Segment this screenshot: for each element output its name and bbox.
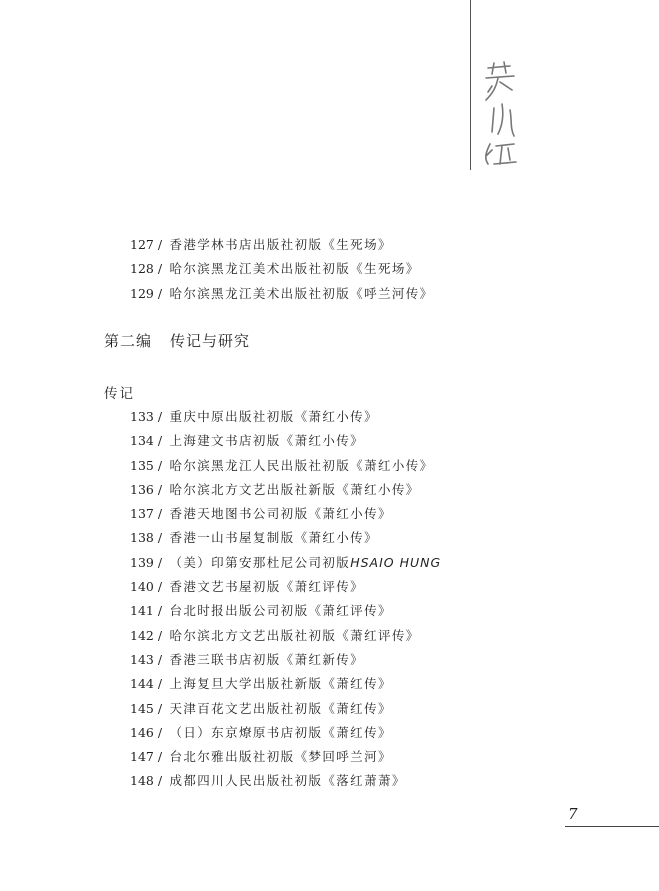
entry-separator: /	[157, 457, 164, 473]
entry-caption: 上海复旦大学出版社新版《萧红传》	[169, 676, 392, 692]
section-title: 传记与研究	[170, 332, 251, 350]
entry-separator: /	[157, 627, 164, 643]
list-item	[130, 233, 434, 257]
entry-page-number: 146	[130, 724, 154, 740]
list-item	[130, 575, 441, 599]
entry-list-part-one	[130, 233, 434, 306]
list-item	[130, 257, 434, 281]
section-part-label: 第二编	[104, 332, 153, 350]
entry-caption: 哈尔滨北方文艺出版社新版《萧红小传》	[169, 481, 420, 497]
list-item	[130, 599, 441, 623]
entry-separator: /	[157, 651, 164, 667]
entry-caption: 香港三联书店初版《萧红新传》	[169, 651, 365, 667]
entry-latin-title: HSAIO HUNG	[350, 554, 442, 570]
entry-separator: /	[157, 579, 164, 595]
list-item	[130, 745, 441, 769]
entry-list-biography	[130, 405, 441, 794]
entry-separator: /	[157, 554, 164, 570]
entry-caption: 上海建文书店初版《萧红小传》	[169, 433, 365, 449]
entry-page-number: 141	[130, 603, 154, 619]
entry-caption: 哈尔滨黑龙江美术出版社初版《呼兰河传》	[169, 285, 434, 301]
section-heading	[104, 330, 250, 351]
entry-page-number: 147	[130, 749, 154, 765]
list-item	[130, 624, 441, 648]
entry-separator: /	[157, 676, 164, 692]
entry-page-number: 129	[130, 285, 154, 301]
list-item	[130, 405, 441, 429]
entry-page-number: 140	[130, 579, 154, 595]
list-item	[130, 454, 441, 478]
entry-caption: 台北时报出版公司初版《萧红评传》	[169, 603, 392, 619]
entry-caption: 香港文艺书屋初版《萧红评传》	[169, 579, 365, 595]
entry-caption: （美）印第安那杜尼公司初版	[169, 554, 351, 570]
subheading-biography: 传记	[104, 386, 135, 402]
entry-page-number: 143	[130, 651, 154, 667]
calligraphy-logo	[480, 60, 520, 170]
list-item	[130, 502, 441, 526]
footer-rule	[565, 826, 659, 827]
entry-separator: /	[157, 773, 164, 789]
list-item	[130, 648, 441, 672]
entry-page-number: 133	[130, 409, 154, 424]
entry-page-number: 139	[130, 554, 154, 570]
entry-caption: 成都四川人民出版社初版《落红萧萧》	[169, 773, 406, 789]
entry-caption: 台北尔雅出版社初版《梦回呼兰河》	[169, 749, 392, 765]
entry-caption: 天津百花文艺出版社初版《萧红传》	[169, 700, 392, 716]
entry-caption: 哈尔滨黑龙江美术出版社初版《生死场》	[169, 261, 420, 277]
entry-page-number: 145	[130, 700, 154, 716]
entry-separator: /	[157, 530, 164, 546]
entry-caption: 香港天地图书公司初版《萧红小传》	[169, 506, 392, 522]
entry-separator: /	[157, 433, 164, 449]
list-item	[130, 769, 441, 793]
entry-page-number: 138	[130, 530, 154, 546]
list-item	[130, 672, 441, 696]
entry-caption: 哈尔滨北方文艺出版社初版《萧红评传》	[169, 627, 420, 643]
list-item	[130, 721, 441, 745]
entry-page-number: 134	[130, 433, 154, 449]
entry-separator: /	[157, 603, 164, 619]
entry-separator: /	[157, 724, 164, 740]
entry-page-number: 144	[130, 676, 154, 692]
entry-page-number: 135	[130, 457, 154, 473]
entry-separator: /	[157, 700, 164, 716]
entry-caption: 哈尔滨黑龙江人民出版社初版《萧红小传》	[169, 457, 434, 473]
entry-page-number: 142	[130, 627, 154, 643]
entry-separator: /	[157, 506, 164, 522]
entry-caption: （日）东京燎原书店初版《萧红传》	[169, 724, 392, 740]
entry-caption: 香港学林书店出版社初版《生死场》	[169, 237, 392, 252]
entry-separator: /	[157, 749, 164, 765]
entry-page-number: 127	[130, 237, 154, 252]
list-item	[130, 697, 441, 721]
entry-separator: /	[157, 285, 164, 301]
page-number: 7	[568, 805, 578, 823]
list-item	[130, 478, 441, 502]
header-vertical-rule	[470, 0, 471, 170]
entry-separator: /	[157, 261, 164, 277]
list-item	[130, 282, 434, 306]
entry-page-number: 136	[130, 481, 154, 497]
entry-separator: /	[157, 237, 164, 252]
entry-caption: 香港一山书屋复制版《萧红小传》	[169, 530, 378, 546]
entry-page-number: 137	[130, 506, 154, 522]
entry-separator: /	[157, 409, 164, 424]
entry-page-number: 148	[130, 773, 154, 789]
entry-separator: /	[157, 481, 164, 497]
entry-caption: 重庆中原出版社初版《萧红小传》	[169, 409, 378, 424]
list-item	[130, 429, 441, 453]
entry-page-number: 128	[130, 261, 154, 277]
list-item	[130, 551, 441, 575]
list-item	[130, 526, 441, 550]
